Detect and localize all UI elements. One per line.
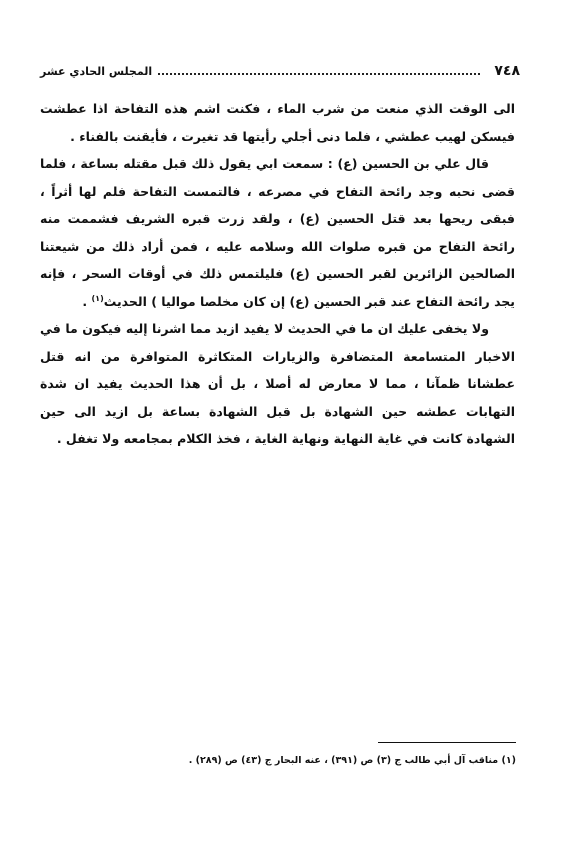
page-number: ٧٤٨	[494, 63, 520, 79]
page-header	[40, 60, 520, 82]
footnote-separator	[378, 742, 516, 743]
paragraph-2-text: قال علي بن الحسين (ع) : سمعت ابي يقول ذلك قبل مقتله بساعة ، فلما قضى نحبه وجد رائحة التفاح في مصرعه ، فالتمست التفاحة فلم لها أثراً ، فبقى ريحها بعد قتل الحسين (ع) ، ولقد زرت قبره الشريف فشممت منه رائحة التفاح من قبره صلوات الله وسلامه عليه ، فمن أراد ذلك من شيعتنا الصالحين الزائرين لقبر الحسين (ع) فليلتمس ذلك في أوقات السحر ، فإنه يجد رائحة التفاح عند قبر الحسين (ع) إن كان مخلصا مواليا ) الحديث	[40, 156, 515, 309]
main-text	[40, 95, 515, 453]
paragraph-3: ولا يخفى عليك ان ما في الحديث لا يفيد ازيد مما اشرنا إليه فيكون ما في الاخبار المتسامعة المتضافرة والزيارات المتكاثرة المتوافرة من انه قتل عطشانا ظمآنا ، مما لا معارض له أصلا ، بل أن هذا الحديث يفيد ان شدة التهابات عطشه حين الشهادة بل قبل الشهادة بساعة بل ازيد الى حين الشهادة كانت في غاية النهاية ونهاية الغاية ، فخذ الكلام بمجامعه ولا تغفل .	[40, 321, 515, 446]
paragraph-2-end: .	[82, 293, 92, 309]
paragraph-1: الى الوقت الذي منعت من شرب الماء ، فكنت اشم هذه التفاحة اذا عطشت فيسكن لهيب عطشي ، فلما دنى أجلي رأيتها قد تغيرت ، فأيقنت بالفناء .	[40, 101, 515, 144]
footnote-marker: (١)	[91, 293, 104, 303]
header-dotted-leader	[158, 73, 480, 75]
running-title: المجلس الحادي عشر	[40, 64, 153, 78]
paragraph-2	[40, 150, 515, 315]
footnote: (١) مناقب آل أبي طالب ج (٣) ص (٣٩١) ، عنه البحار ج (٤٣) ص (٢٨٩) .	[188, 755, 516, 766]
